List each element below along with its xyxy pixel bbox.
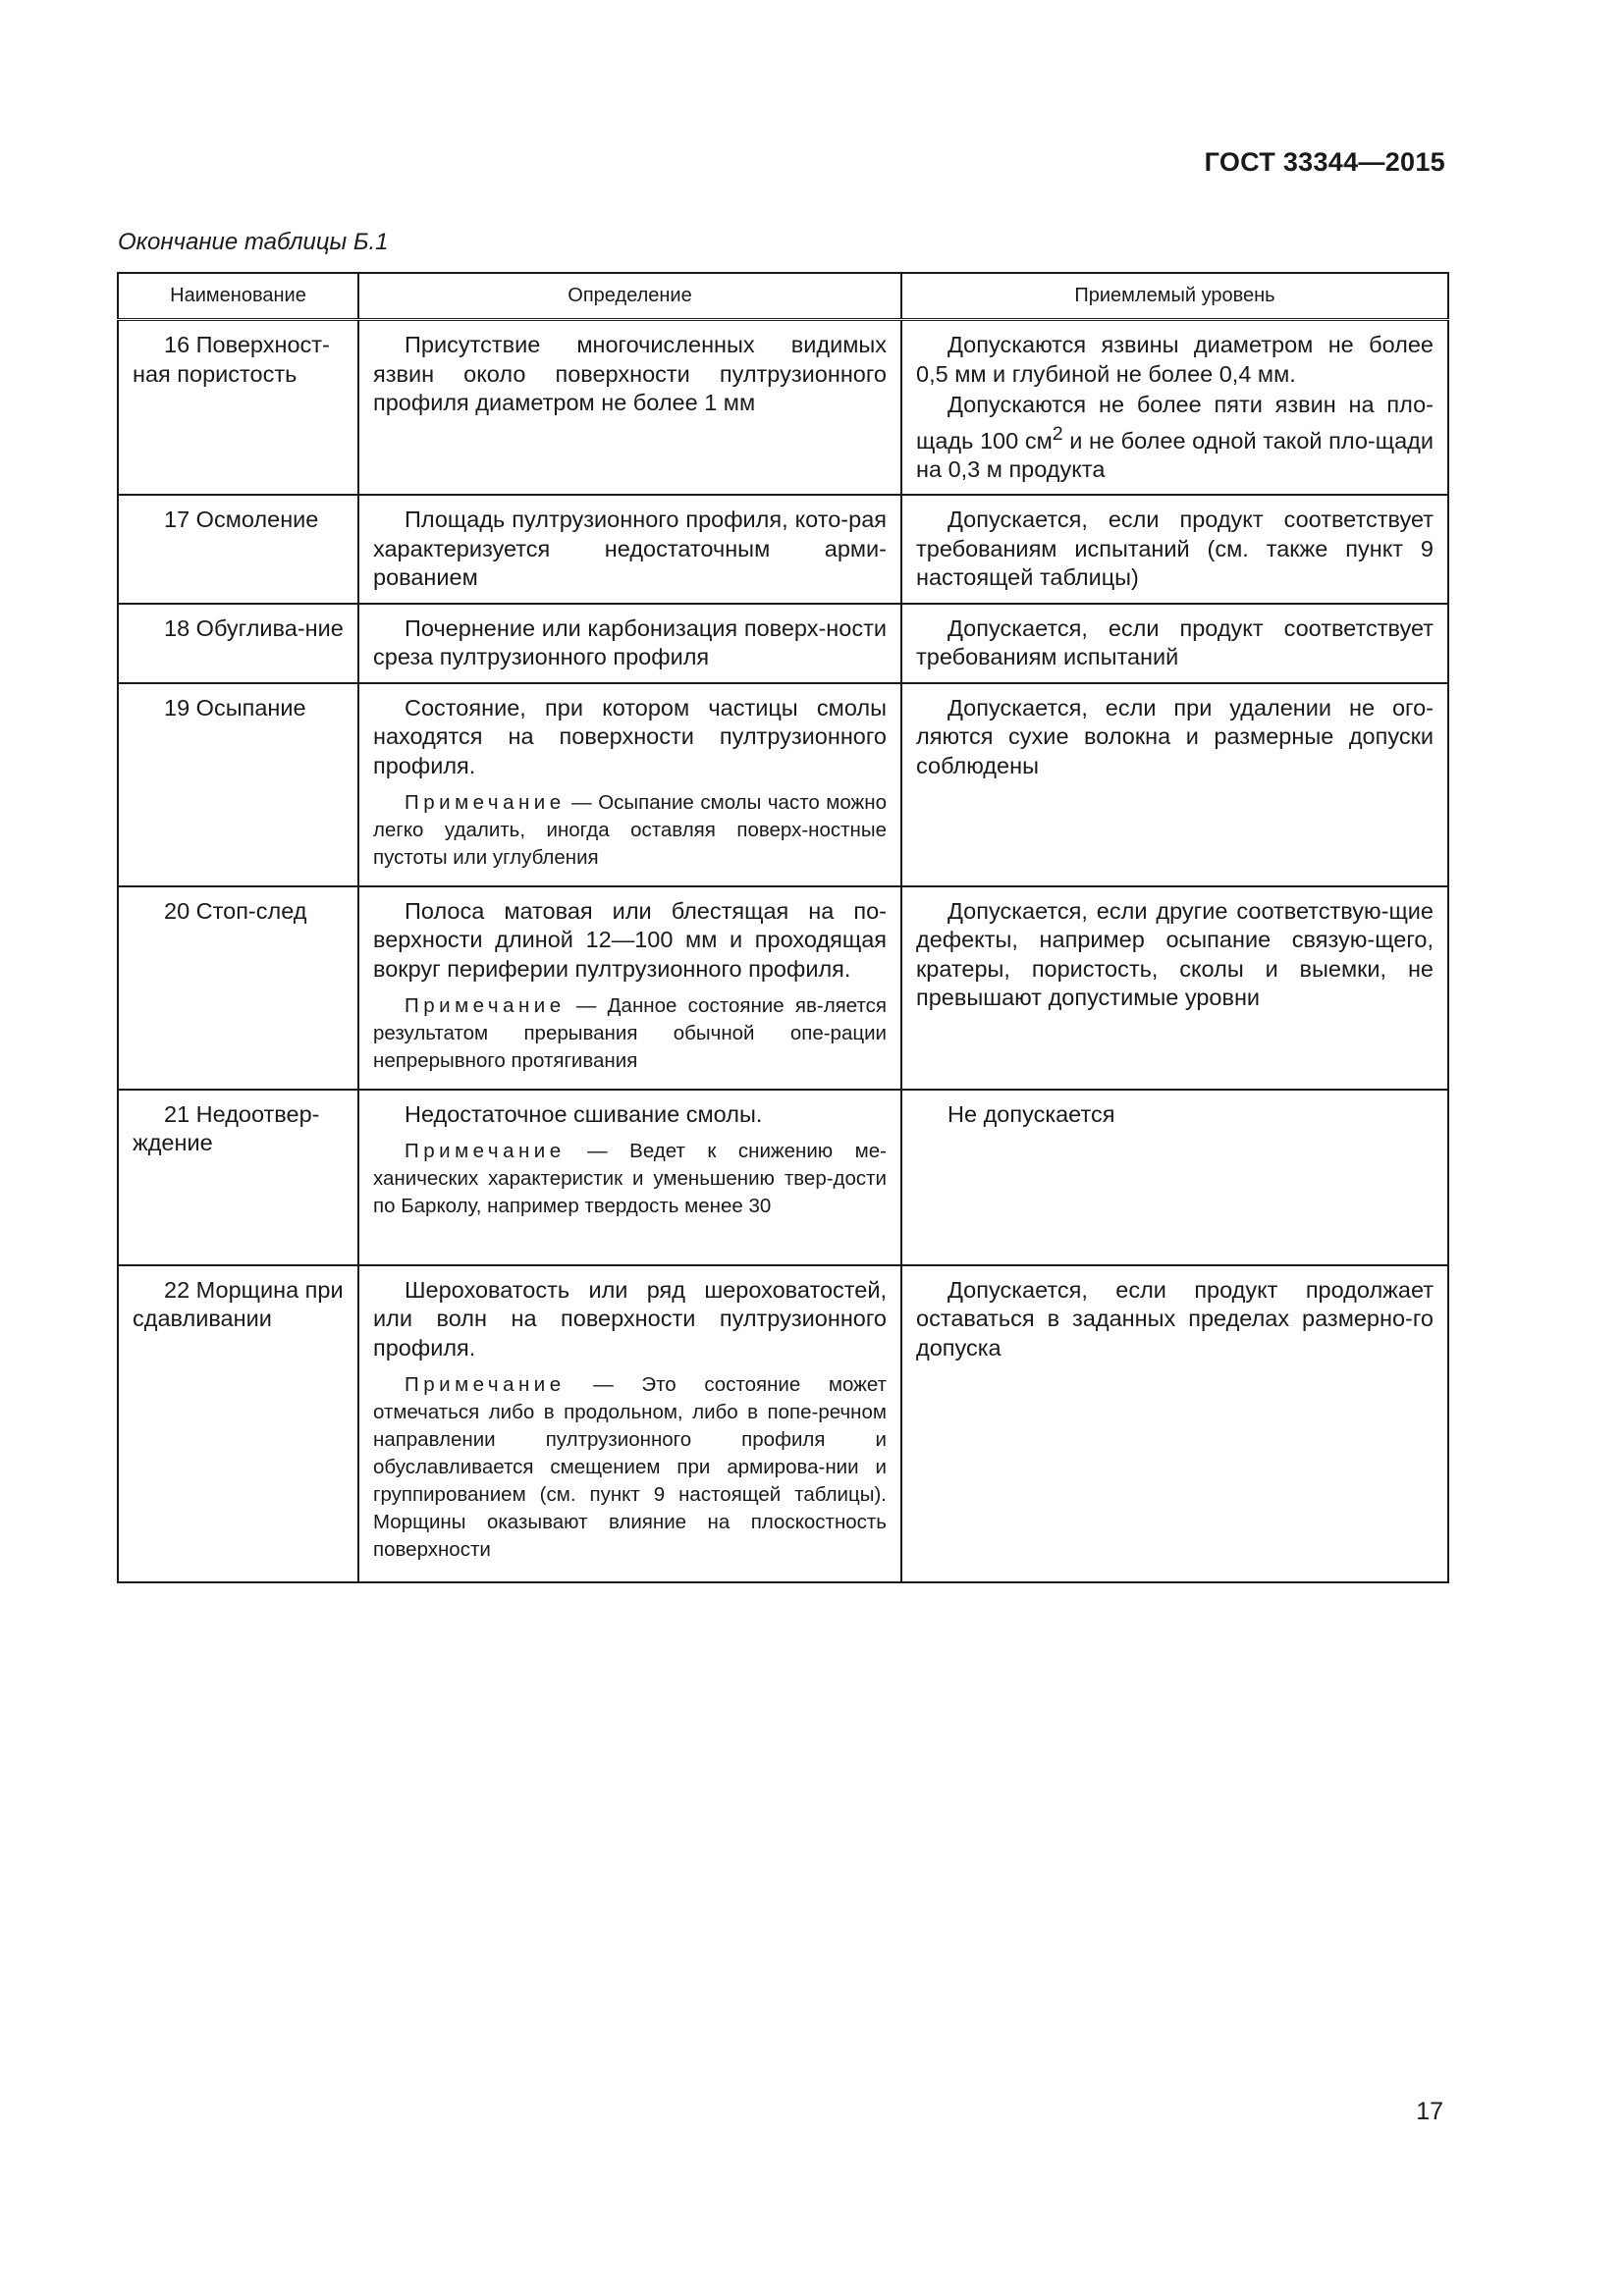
row-definition-cell — [358, 1265, 901, 1582]
table-row — [118, 320, 1448, 496]
row-name: 20 Стоп-след — [164, 897, 307, 924]
row-level: Допускается, если продукт соответствует требованиям испытаний (см. также пункт 9 настоящей таблицы) — [916, 507, 1434, 591]
column-header-definition: Определение — [358, 273, 901, 320]
row-name: 21 Недоотвер-ждение — [133, 1100, 320, 1156]
row-name: 16 Поверхност-ная пористость — [133, 332, 330, 387]
table-row — [118, 1265, 1448, 1582]
note-label: Примечание — [405, 791, 566, 815]
row-name: 19 Осыпание — [164, 694, 306, 721]
row-level: Допускается, если продукт соответствует требованиям испытаний — [916, 614, 1434, 670]
row-name-cell — [118, 495, 358, 604]
row-level-cell — [901, 886, 1448, 1090]
note-text: — Ведет к снижению ме-ханических характеристик и уменьшению твер-дости по Барколу, например твердость менее 30 — [373, 1140, 887, 1218]
row-level: Допускаются язвины диаметром не более 0,5 мм и глубиной не более 0,4 мм. — [916, 332, 1434, 387]
column-header-name: Наименование — [118, 273, 358, 320]
row-definition: Недостаточное сшивание смолы. — [405, 1100, 763, 1127]
row-level-cell — [901, 1265, 1448, 1582]
row-level: Допускается, если при удалении не ого-ляются сухие волокна и размерные допуски соблюдены — [916, 694, 1434, 778]
row-definition-cell — [358, 683, 901, 886]
row-level-cell — [901, 683, 1448, 886]
row-definition-cell — [358, 320, 901, 496]
row-level: Допускается, если продукт продолжает оставаться в заданных пределах размерно-го допуска — [916, 1276, 1434, 1361]
row-note — [373, 1138, 887, 1220]
row-definition: Почернение или карбонизация поверх-ности среза пултрузионного профиля — [373, 614, 887, 670]
row-name-cell — [118, 1265, 358, 1582]
row-name: 17 Осмоление — [164, 507, 319, 533]
row-level-cell — [901, 604, 1448, 683]
table-header-row — [118, 273, 1448, 320]
row-note — [373, 992, 887, 1075]
row-definition: Присутствие многочисленных видимых язвин около поверхности пултрузионного профиля диаметром не более 1 мм — [373, 332, 887, 415]
row-name-cell — [118, 1090, 358, 1265]
row-definition: Шероховатость или ряд шероховатостей, или волн на поверхности пултрузионного профиля. — [373, 1276, 887, 1361]
row-level-text-cont: и не более одной такой пло-щади на 0,3 м продукта — [916, 427, 1434, 482]
row-level-cell — [901, 1090, 1448, 1265]
note-label: Примечание — [405, 994, 566, 1018]
defects-table — [117, 272, 1449, 1583]
note-label: Примечание — [405, 1373, 566, 1397]
row-note — [373, 1371, 887, 1564]
note-label: Примечание — [405, 1140, 566, 1163]
superscript: 2 — [1052, 422, 1063, 445]
document-code: ГОСТ 33344—2015 — [1204, 147, 1445, 177]
row-definition: Площадь пултрузионного профиля, кото-рая характеризуется недостаточным арми-рованием — [373, 507, 887, 591]
page-number: 17 — [1416, 2098, 1443, 2125]
note-text: — Осыпание смолы часто можно легко удалить, иногда оставляя поверх-ностные пустоты или углубления — [373, 791, 887, 870]
row-definition-cell — [358, 604, 901, 683]
row-definition-cell — [358, 886, 901, 1090]
row-definition-cell — [358, 495, 901, 604]
row-name: 18 Обуглива-ние — [164, 614, 344, 641]
table-row — [118, 604, 1448, 683]
table-row — [118, 495, 1448, 604]
note-text: — Данное состояние яв-ляется результатом прерывания обычной опе-рации непрерывного протягивания — [373, 994, 887, 1073]
row-name-cell — [118, 683, 358, 886]
row-level-second — [916, 391, 1434, 484]
note-text: — Это состояние может отмечаться либо в продольном, либо в попе-речном направлении пултрузионного профиля и обуславливается смещением при армирова-нии и группированием (см. пункт 9 настоящей таблицы). Морщины оказывают влияние на плоскостность поверхности — [373, 1373, 887, 1562]
row-level-text: Допускаются не более пяти язвин на пло-щадь 100 см — [916, 392, 1434, 454]
row-name: 22 Морщина при сдавливании — [133, 1276, 344, 1332]
row-definition: Состояние, при котором частицы смолы находятся на поверхности пултрузионного профиля. — [373, 694, 887, 778]
table-row — [118, 683, 1448, 886]
column-header-level: Приемлемый уровень — [901, 273, 1448, 320]
row-definition: Полоса матовая или блестящая на по-верхности длиной 12—100 мм и проходящая вокруг периферии пултрузионного профиля. — [373, 897, 887, 982]
row-note — [373, 789, 887, 872]
row-level-cell — [901, 495, 1448, 604]
row-name-cell — [118, 604, 358, 683]
row-name-cell — [118, 320, 358, 496]
row-name-cell — [118, 886, 358, 1090]
table-caption: Окончание таблицы Б.1 — [118, 229, 389, 255]
row-level: Не допускается — [947, 1100, 1115, 1127]
table-row — [118, 886, 1448, 1090]
row-level: Допускается, если другие соответствую-щие дефекты, например осыпание связую-щего, кратеры, пористость, сколы и выемки, не превышают допустимые уровни — [916, 897, 1434, 1011]
table-row — [118, 1090, 1448, 1265]
row-level-cell — [901, 320, 1448, 496]
row-definition-cell — [358, 1090, 901, 1265]
